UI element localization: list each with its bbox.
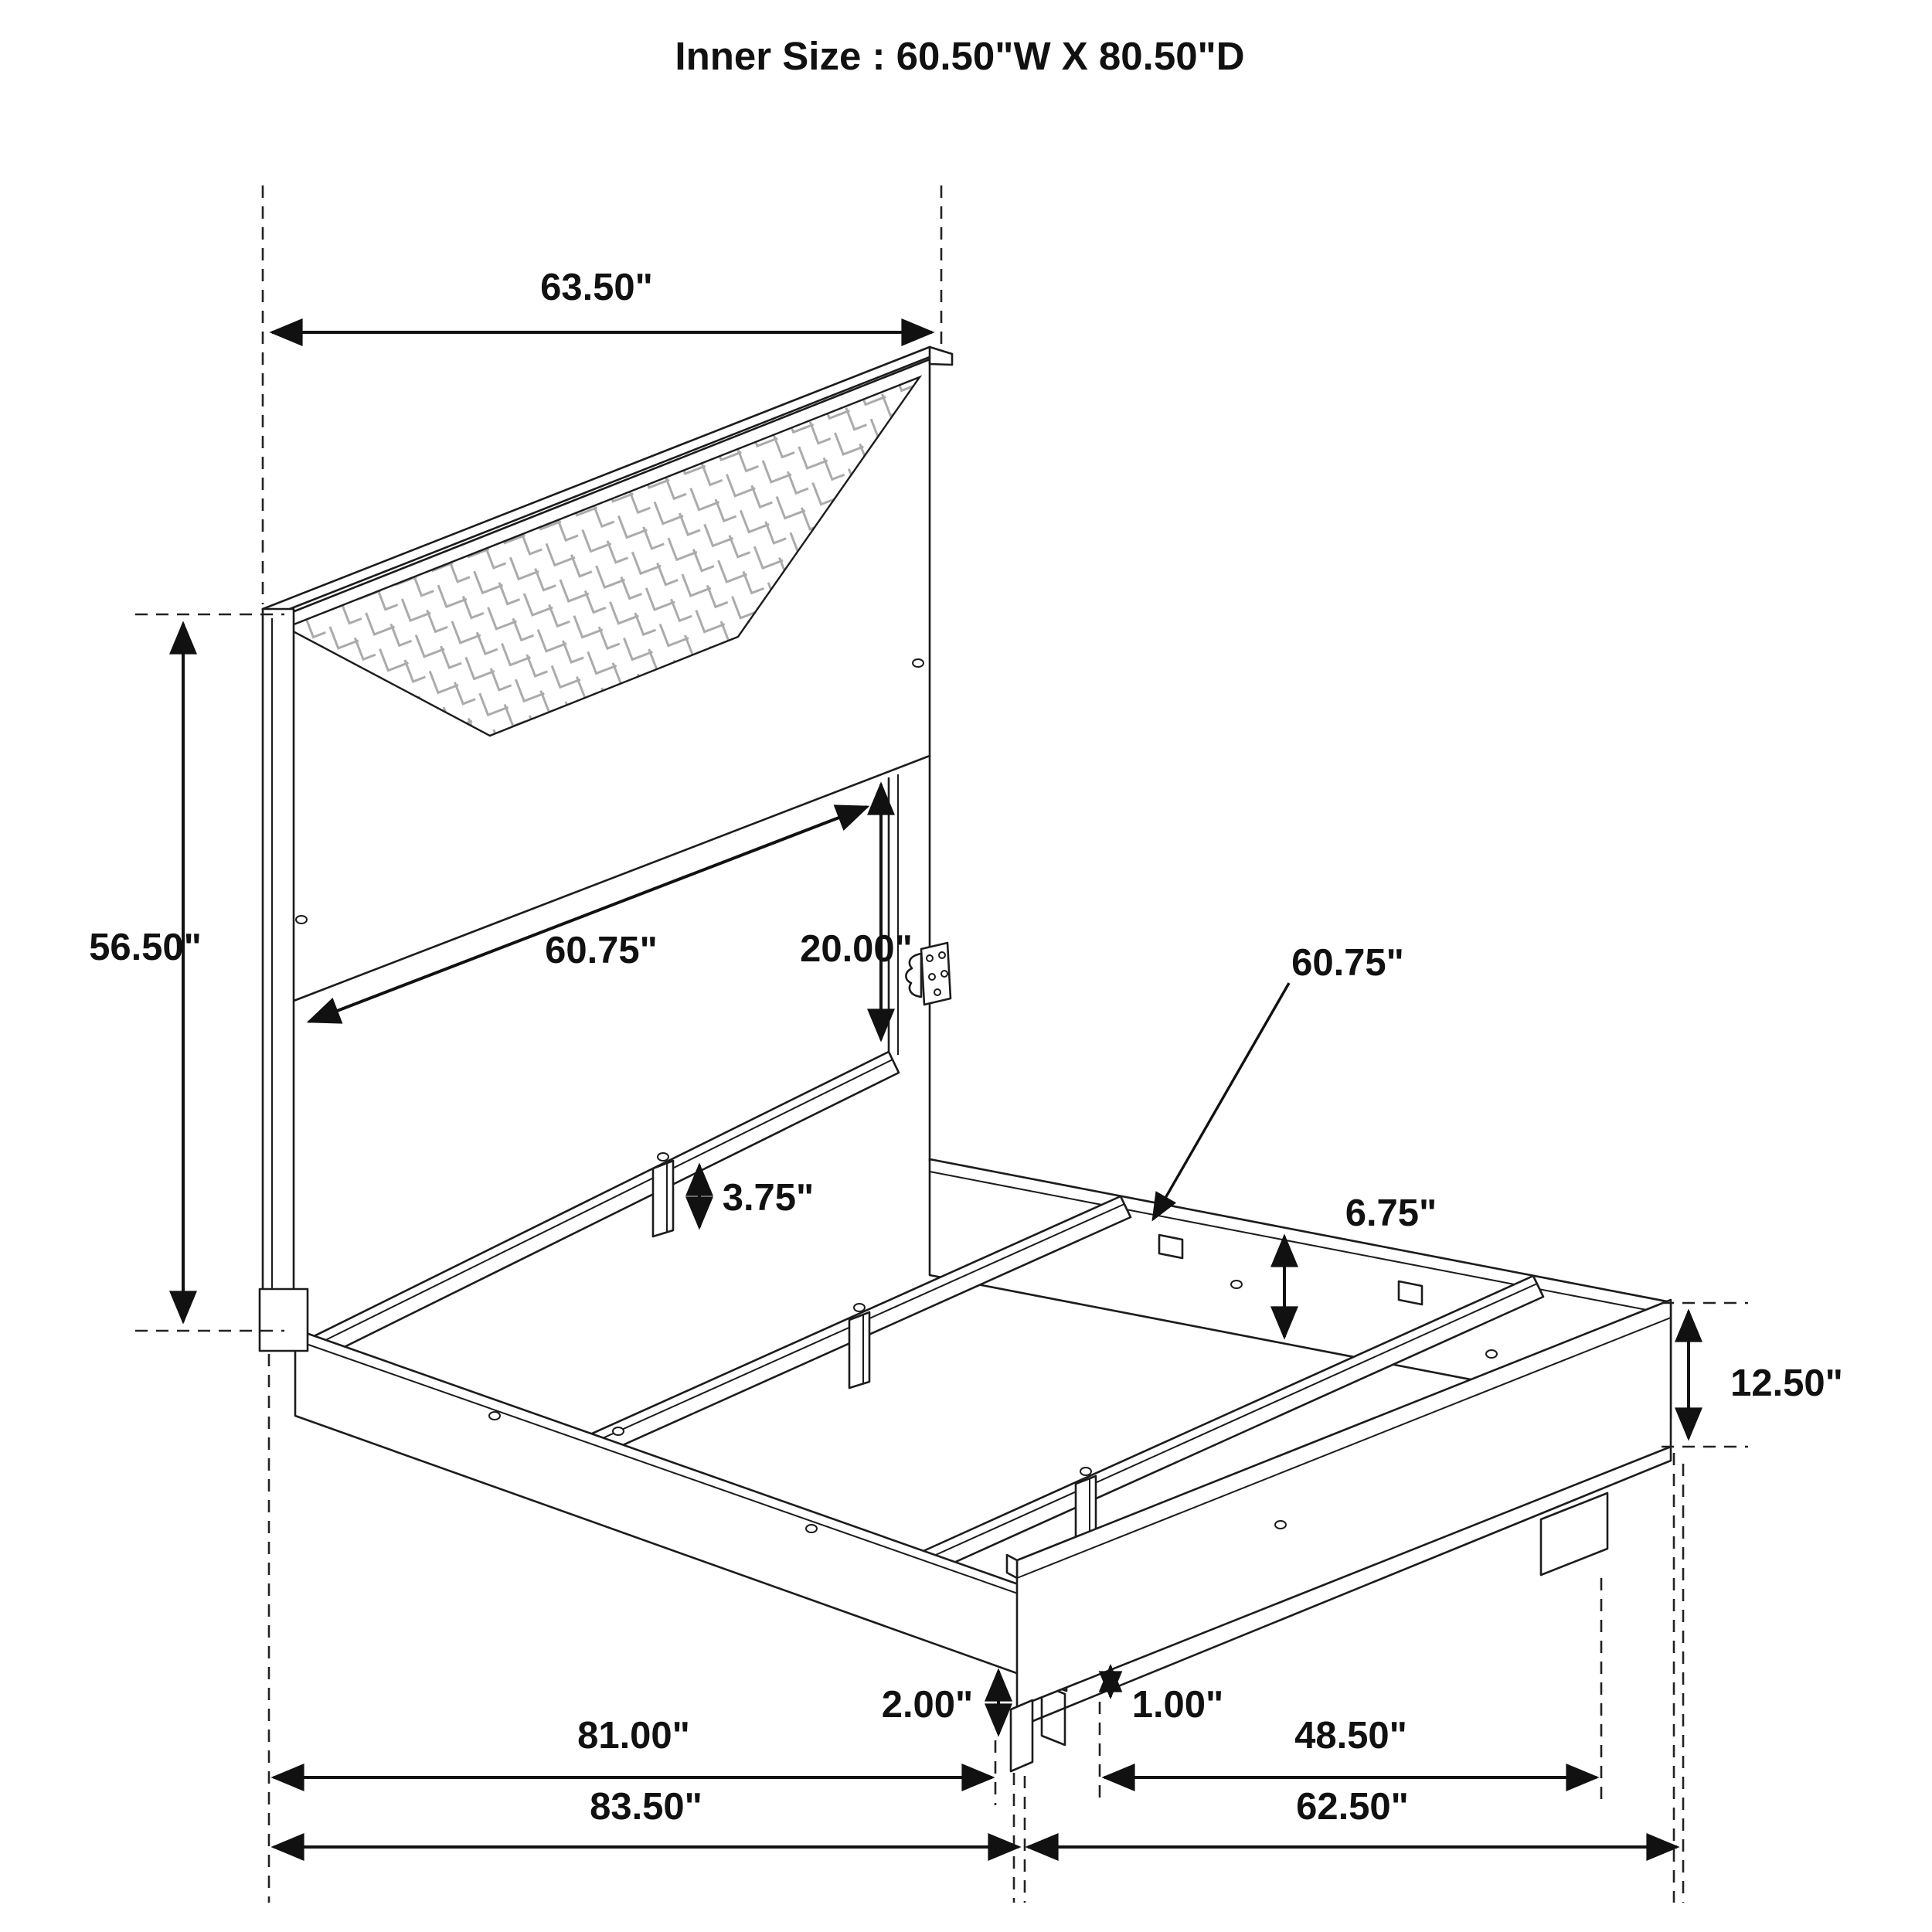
- footboard-cap: [1007, 1555, 1017, 1578]
- label-leg-height: 3.75": [722, 1177, 815, 1219]
- label-headboard-height: 56.50": [89, 927, 202, 968]
- label-slat-length: 60.75": [1291, 942, 1404, 984]
- left-side-rail: [295, 1329, 1066, 1745]
- footboard-right-foot: [1541, 1493, 1607, 1575]
- footboard-left-foot: [1011, 1700, 1032, 1771]
- label-kick-height: 1.00": [1131, 1684, 1224, 1726]
- slat-2-leg: [849, 1312, 869, 1388]
- label-rail-length: 81.00": [577, 1715, 690, 1757]
- label-headboard-clearance: 20.00": [800, 928, 913, 970]
- headboard-left-leg: [263, 609, 294, 1349]
- slat-1-leg: [653, 1161, 673, 1236]
- label-panel-width: 60.75": [545, 930, 658, 971]
- label-footboard-height: 12.50": [1730, 1362, 1843, 1404]
- rail-bracket: [906, 943, 951, 1005]
- rail-cleat: [1159, 1235, 1182, 1258]
- dim-slat-length-leader: [1153, 983, 1289, 1219]
- label-rail-height: 6.75": [1345, 1192, 1437, 1234]
- page-title: Inner Size : 60.50"W X 80.50"D: [675, 34, 1245, 78]
- label-floor-gap: 2.00": [881, 1684, 974, 1726]
- label-foot-span: 48.50": [1294, 1715, 1407, 1757]
- label-overall-right: 62.50": [1296, 1786, 1409, 1828]
- headboard-cap: [930, 347, 952, 365]
- headboard-left-foot: [260, 1289, 308, 1351]
- rail-cleat: [1399, 1281, 1422, 1304]
- label-overall-left: 83.50": [590, 1786, 702, 1828]
- label-headboard-width: 63.50": [540, 267, 653, 308]
